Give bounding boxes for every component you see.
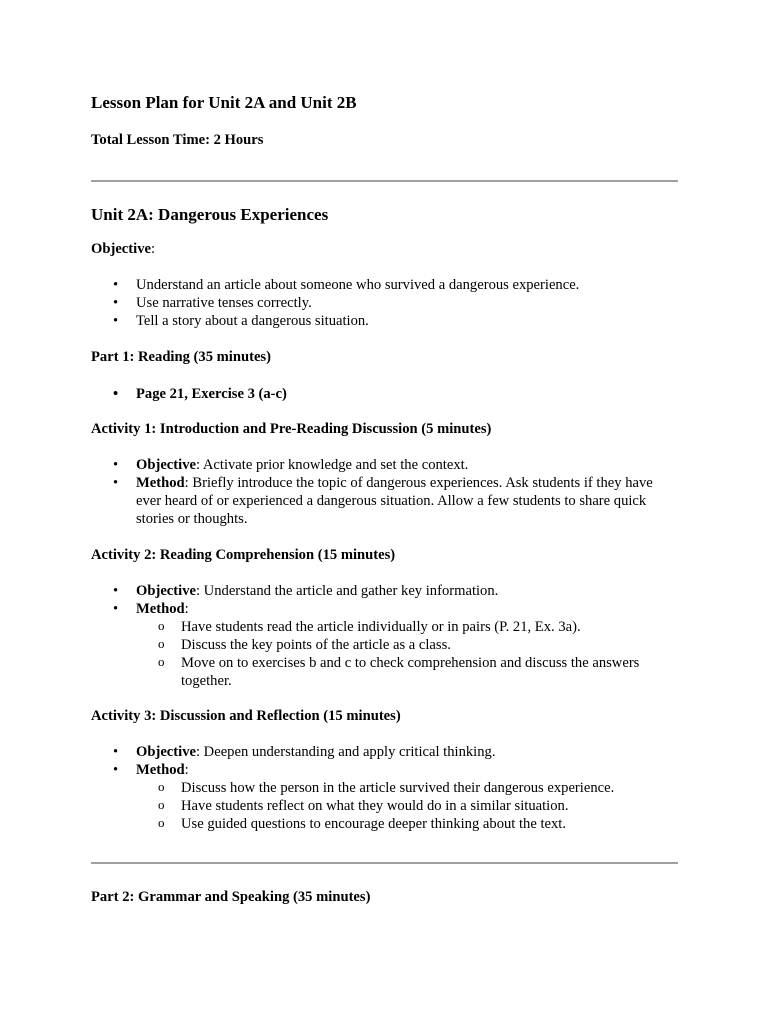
step-item: o Have students read the article individually or in pairs (P. 21, Ex. 3a).: [136, 618, 681, 636]
step-item: o Discuss how the person in the article survived their dangerous experience.: [136, 779, 681, 797]
activity3-list: [91, 743, 681, 833]
objective-item: • Understand an article about someone who survived a dangerous experience.: [91, 276, 681, 294]
objective-list: [91, 276, 681, 330]
activity1-objective: [91, 456, 681, 474]
step-item: o Discuss the key points of the article as a class.: [136, 636, 681, 654]
activity3-heading: Activity 3: Discussion and Reflection (15 minutes): [91, 708, 401, 724]
objective-item: • Tell a story about a dangerous situation.: [91, 312, 681, 330]
activity3-method: [91, 761, 681, 833]
activity1-list: [91, 456, 681, 528]
method-text: :: [184, 762, 189, 778]
step-item: o Move on to exercises b and c to check comprehension and discuss the answers together.: [136, 654, 681, 690]
activity2-method: [91, 600, 681, 690]
document-title: Lesson Plan for Unit 2A and Unit 2B: [91, 93, 357, 112]
objective-text: : Activate prior knowledge and set the context.: [195, 457, 469, 473]
method-label: Method: [136, 762, 185, 778]
page-reference: • Page 21, Exercise 3 (a-c): [91, 385, 681, 403]
step-item: o Have students reflect on what they would do in a similar situation.: [136, 797, 681, 815]
method-text: :: [184, 601, 189, 617]
total-lesson-time: Total Lesson Time: 2 Hours: [91, 132, 264, 148]
activity1-heading: Activity 1: Introduction and Pre-Reading Discussion (5 minutes): [91, 421, 492, 437]
objective-label: Objective: [91, 241, 151, 257]
method-label: Method: [136, 475, 185, 491]
activity1-method: [91, 474, 681, 528]
method-label: Method: [136, 601, 185, 617]
part1-heading: Part 1: Reading (35 minutes): [91, 349, 271, 365]
objective-item: • Use narrative tenses correctly.: [91, 294, 681, 312]
method-text: : Briefly introduce the topic of dangerous experiences. Ask students if they have ever heard of or experienced a dangerous situation. Allow a few students to share quick stories or thoughts.: [136, 475, 653, 527]
activity3-steps: [136, 779, 681, 833]
objective-text: : Deepen understanding and apply critical thinking.: [195, 744, 496, 760]
objective-label: Objective: [136, 744, 196, 760]
objective-colon: :: [150, 241, 156, 257]
part1-reference-list: [91, 385, 681, 403]
section-divider: [91, 180, 678, 182]
activity2-list: [91, 582, 681, 690]
activity2-steps: [136, 618, 681, 690]
objective-label: Objective: [136, 457, 196, 473]
activity2-objective: [91, 582, 681, 600]
activity3-objective: [91, 743, 681, 761]
objective-text: : Understand the article and gather key information.: [195, 583, 499, 599]
step-item: o Use guided questions to encourage deeper thinking about the text.: [136, 815, 681, 833]
objective-label: Objective: [136, 583, 196, 599]
objective-paragraph: [91, 240, 681, 258]
unit-heading: Unit 2A: Dangerous Experiences: [91, 205, 329, 224]
part2-heading: Part 2: Grammar and Speaking (35 minutes): [91, 889, 371, 905]
activity2-heading: Activity 2: Reading Comprehension (15 minutes): [91, 547, 396, 563]
section-divider: [91, 862, 678, 864]
